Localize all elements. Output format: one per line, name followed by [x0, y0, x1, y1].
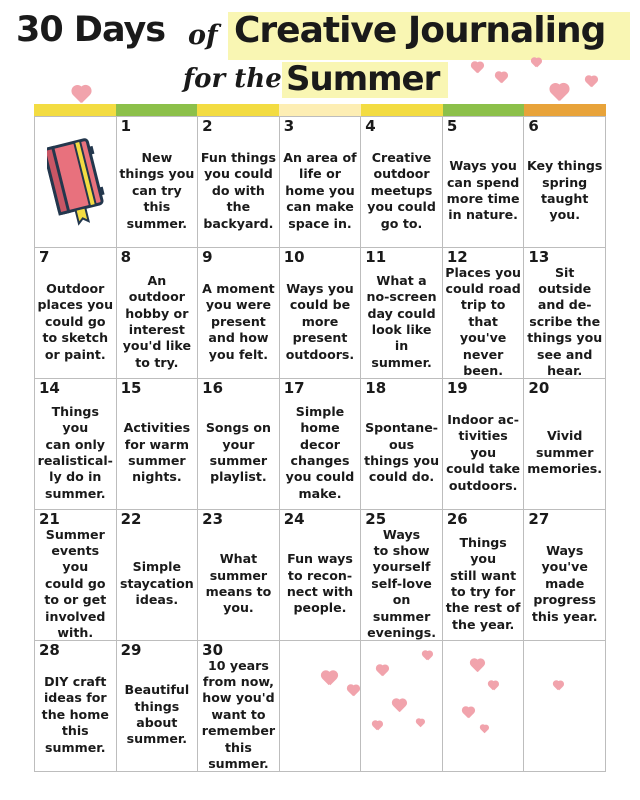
day-number: 14 — [39, 379, 60, 397]
heart-icon — [470, 62, 484, 75]
day-prompt: Beautiful things about summer. — [124, 682, 190, 747]
day-cell — [117, 248, 199, 379]
day-number: 11 — [365, 248, 387, 266]
day-number: 10 — [283, 248, 305, 266]
day-prompt: Activities for warm summer nights. — [123, 420, 191, 485]
heart-icon — [70, 86, 92, 106]
day-cell — [35, 379, 117, 510]
blank-cell — [443, 641, 525, 772]
day-prompt: Ways you could be more present outdoors. — [285, 281, 355, 362]
day-number: 24 — [283, 510, 305, 528]
day-number: 2 — [202, 117, 213, 135]
day-cell — [443, 117, 525, 248]
day-prompt: New things you can try this summer. — [119, 150, 195, 231]
day-cell — [35, 641, 117, 772]
day-number: 22 — [120, 510, 142, 528]
day-cell — [198, 379, 280, 510]
day-number: 8 — [120, 248, 131, 266]
day-prompt: Outdoor places you could go to sketch or paint. — [37, 281, 114, 362]
day-prompt: Things you can only realistical- ly do in summer. — [37, 403, 113, 501]
day-cell — [198, 641, 280, 772]
color-bar — [116, 104, 198, 116]
day-number: 20 — [528, 379, 550, 397]
heart-icon — [469, 659, 485, 674]
blank-cell — [35, 117, 117, 248]
day-prompt: Fun ways to recon- nect with people. — [286, 551, 354, 616]
day-number: 25 — [365, 510, 387, 528]
day-number: 16 — [202, 379, 224, 397]
day-prompt: Indoor ac- tivities you could take outdoors. — [446, 412, 521, 493]
heart-icon — [461, 707, 475, 720]
day-cell — [117, 510, 199, 641]
heart-icon — [487, 681, 499, 692]
day-number: 15 — [120, 379, 142, 397]
day-cell — [35, 248, 117, 379]
day-number: 5 — [446, 117, 458, 135]
heart-icon — [415, 719, 425, 728]
day-prompt: 10 years from now, how you'd want to remember this summer. — [201, 657, 276, 771]
day-cell — [361, 379, 443, 510]
day-number: 17 — [283, 379, 305, 397]
blank-cell — [361, 641, 443, 772]
day-prompt: Ways you can spend more time in nature. — [446, 158, 520, 223]
title-30-days: 30 Days — [16, 10, 166, 50]
day-cell — [361, 248, 443, 379]
heart-icon — [479, 725, 489, 734]
day-prompt: An outdoor hobby or interest you'd like to try. — [122, 272, 191, 370]
day-prompt: Key things spring taught you. — [526, 158, 603, 223]
day-cell — [198, 117, 280, 248]
day-cell — [280, 379, 362, 510]
blank-cell — [280, 641, 362, 772]
heart-icon — [548, 84, 570, 104]
blank-cell — [524, 641, 606, 772]
notebook-icon — [47, 137, 105, 229]
title-summer: Summer — [286, 59, 440, 99]
color-bar — [524, 104, 606, 116]
day-cell — [443, 510, 525, 641]
day-number: 1 — [120, 117, 131, 135]
page-header — [0, 0, 640, 104]
heart-icon — [421, 651, 433, 662]
heart-icon — [391, 699, 407, 714]
day-cell — [361, 510, 443, 641]
day-prompt: Spontane- ous things you could do. — [364, 420, 440, 485]
day-number: 28 — [39, 641, 60, 659]
day-cell — [280, 510, 362, 641]
day-number: 19 — [446, 379, 468, 397]
color-bar — [197, 104, 279, 116]
day-cell — [198, 510, 280, 641]
day-cell — [524, 510, 606, 641]
day-number: 30 — [202, 641, 224, 659]
heart-icon — [346, 685, 360, 698]
day-number: 3 — [283, 117, 295, 135]
day-number: 13 — [528, 248, 550, 266]
day-prompt: Creative outdoor meetups you could go to. — [367, 150, 436, 231]
day-number: 4 — [365, 117, 376, 135]
day-prompt: Vivid summer memories. — [527, 428, 603, 477]
day-prompt: Ways you've made progress this year. — [531, 543, 598, 624]
heart-icon — [552, 681, 564, 692]
color-bar — [361, 104, 443, 116]
day-cell — [280, 117, 362, 248]
day-number: 7 — [39, 248, 50, 266]
calendar-grid — [34, 116, 606, 772]
color-bars — [34, 104, 606, 116]
day-cell — [524, 248, 606, 379]
title-of: of — [188, 20, 218, 51]
day-cell — [361, 117, 443, 248]
day-number: 26 — [446, 510, 468, 528]
day-prompt: Ways to show yourself self-love on summer evenings. — [367, 526, 436, 640]
heart-icon — [320, 671, 338, 688]
day-prompt: DIY craft ideas for the home this summer. — [41, 674, 109, 755]
heart-icon — [530, 58, 542, 69]
day-prompt: Songs on your summer playlist. — [205, 420, 272, 485]
day-cell — [524, 379, 606, 510]
day-number: 21 — [39, 510, 60, 528]
day-number: 23 — [202, 510, 224, 528]
day-cell — [35, 510, 117, 641]
day-prompt: Things you still want to try for the rest of the year. — [445, 534, 521, 632]
day-prompt: A moment you were present and how you felt. — [202, 281, 275, 362]
heart-icon — [494, 72, 508, 85]
day-prompt: Fun things you could do with the backyard. — [200, 150, 276, 231]
day-prompt: Places you could road trip to that you've never been. — [445, 264, 522, 378]
day-number: 18 — [365, 379, 387, 397]
day-cell — [117, 117, 199, 248]
heart-icon — [375, 665, 389, 678]
heart-icon — [371, 721, 383, 732]
day-cell — [443, 379, 525, 510]
color-bar — [443, 104, 525, 116]
day-prompt: What summer means to you. — [205, 551, 272, 616]
day-cell — [280, 248, 362, 379]
color-bar — [279, 104, 361, 116]
day-number: 12 — [446, 248, 468, 266]
day-cell — [117, 379, 199, 510]
color-bar — [34, 104, 116, 116]
day-cell — [443, 248, 525, 379]
day-prompt: Sit outside and de- scribe the things you see and hear. — [527, 264, 603, 378]
day-number: 29 — [120, 641, 142, 659]
day-cell — [117, 641, 199, 772]
heart-icon — [584, 76, 598, 89]
day-prompt: Simple staycation ideas. — [119, 559, 194, 608]
day-number: 6 — [528, 117, 539, 135]
day-prompt: What a no-screen day could look like in summer. — [366, 272, 437, 370]
day-number: 27 — [528, 510, 550, 528]
day-cell — [198, 248, 280, 379]
day-number: 9 — [202, 248, 213, 266]
day-cell — [524, 117, 606, 248]
day-prompt: Summer events you could go to or get involved with. — [44, 526, 107, 640]
title-creative-journaling: Creative Journaling — [234, 10, 606, 51]
day-prompt: An area of life or home you can make space in. — [283, 150, 357, 231]
title-for-the: for the — [183, 64, 282, 94]
day-prompt: Simple home decor changes you could make. — [285, 403, 355, 501]
